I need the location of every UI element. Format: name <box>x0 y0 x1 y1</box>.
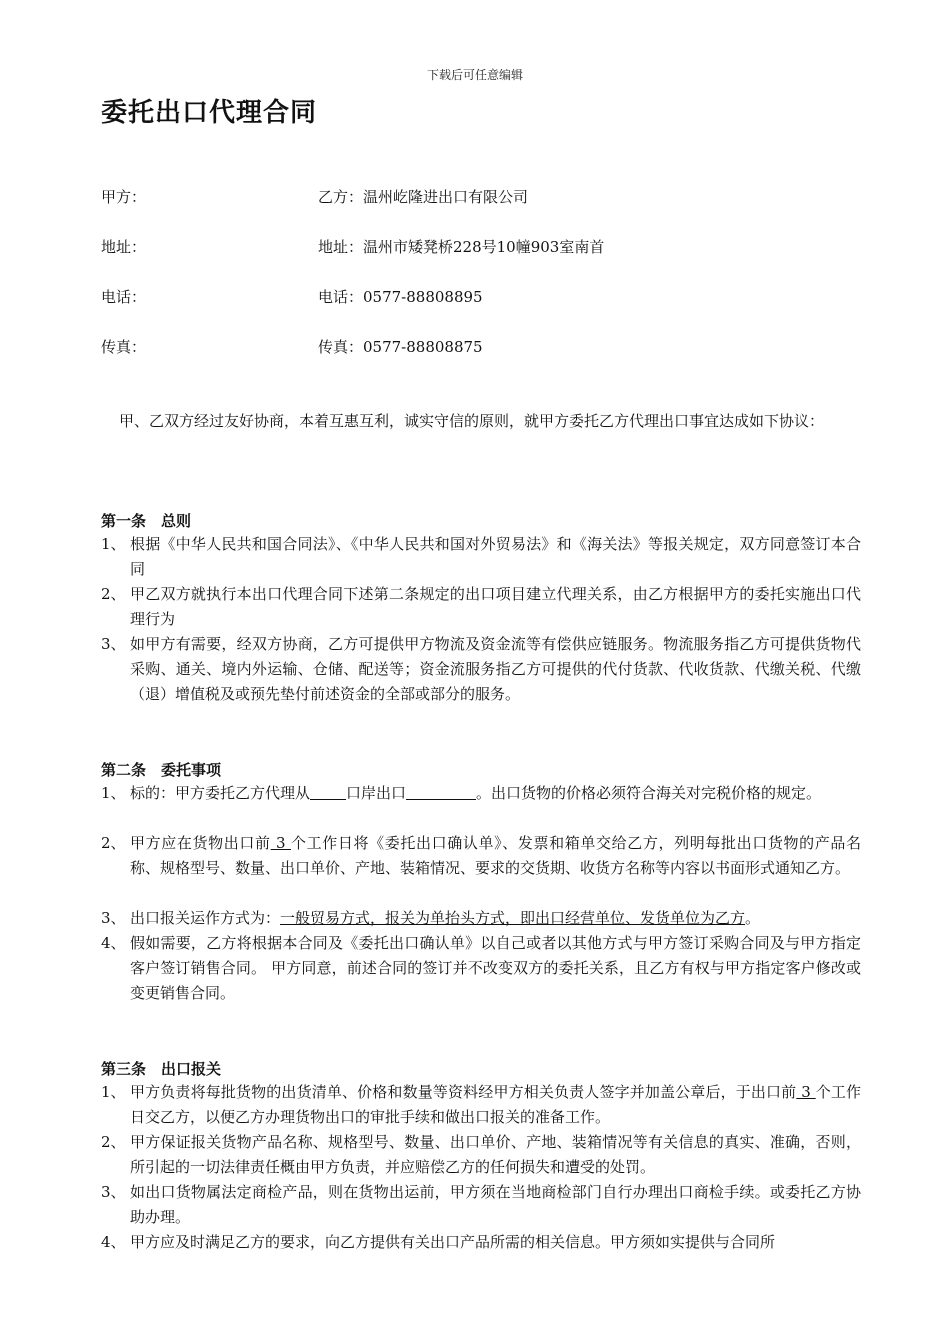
clause-text <box>130 1080 861 1130</box>
clause-number: 4、 <box>101 934 126 952</box>
section-3-clause-4 <box>101 1230 861 1255</box>
working-days-value: 3 <box>270 834 291 852</box>
clause-number: 1、 <box>101 784 126 802</box>
clause-number: 2、 <box>101 834 126 852</box>
clause-number: 4、 <box>101 1233 126 1251</box>
clause-text-part: 出口报关运作方式为： <box>130 909 281 927</box>
section-2-clause-3 <box>101 906 861 931</box>
section-3-title: 第三条 出口报关 <box>101 1060 222 1078</box>
clause-text-part: 甲方应在货物出口前 <box>130 834 271 852</box>
clause-text-part: 标的：甲方委托乙方代理从 <box>130 784 311 802</box>
party-a-phone: 电话： <box>101 288 147 306</box>
clause-text-part: 口岸出口 <box>346 784 407 802</box>
clause-number: 3、 <box>101 635 126 653</box>
party-b-fax: 传真：0577-88808875 <box>318 338 483 356</box>
section-3-clause-1 <box>101 1080 861 1130</box>
working-days-value: 3 <box>796 1083 816 1101</box>
clause-text <box>130 831 861 881</box>
party-a-address: 地址： <box>101 238 147 256</box>
clause-text: 甲方保证报关货物产品名称、规格型号、数量、出口单价、产地、装箱情况等有关信息的真实、准确，否则，所引起的一切法律责任概由甲方负责，并应赔偿乙方的任何损失和遭受的处罚。 <box>130 1133 861 1176</box>
section-2-title: 第二条 委托事项 <box>101 761 222 779</box>
intro-text: 甲、乙双方经过友好协商，本着互惠互利，诚实守信的原则，就甲方委托乙方代理出口事宜达成如下协议： <box>119 412 825 430</box>
party-b-name: 乙方：温州屹隆进出口有限公司 <box>318 188 529 206</box>
clause-text-part: 个工作日交乙方，以便乙方办理货物出口的审批手续和做出口报关的准备工作。 <box>130 1083 861 1126</box>
clause-number: 2、 <box>101 585 126 603</box>
clause-text: 假如需要，乙方将根据本合同及《委托出口确认单》以自己或者以其他方式与甲方签订采购合同及与甲方指定客户签订销售合同。 甲方同意，前述合同的签订并不改变双方的委托关系，且乙方有权与甲方指定客户修改或变更销售合同。 <box>130 934 861 1002</box>
clause-text <box>130 906 861 931</box>
declaration-method-value: 一般贸易方式，报关为单抬头方式，即出口经营单位、发货单位为乙方 <box>280 909 746 927</box>
clause-text: 如出口货物属法定商检产品，则在货物出运前，甲方须在当地商检部门自行办理出口商检手续。或委托乙方协助办理。 <box>130 1183 861 1226</box>
section-1-clause-3 <box>101 632 861 707</box>
section-1-clause-2 <box>101 582 861 632</box>
section-2-clause-1 <box>101 781 861 806</box>
clause-text-part: 个工作日将《委托出口确认单》、发票和箱单交给乙方，列明每批出口货物的产品名称、规格型号、数量、出口单价、产地、装箱情况、要求的交货期、收货方名称等内容以书面形式通知乙方。 <box>130 834 861 877</box>
party-b-phone: 电话：0577-88808895 <box>318 288 483 306</box>
clause-number: 1、 <box>101 1083 126 1101</box>
clause-text: 甲方应及时满足乙方的要求，向乙方提供有关出口产品所需的相关信息。甲方须如实提供与合同所 <box>130 1233 776 1251</box>
party-a-name: 甲方： <box>101 188 147 206</box>
clause-number: 3、 <box>101 1183 126 1201</box>
intro-paragraph <box>101 408 861 434</box>
clause-number: 3、 <box>101 909 126 927</box>
header-note: 下载后可任意编辑 <box>426 68 523 82</box>
clause-text: 甲乙双方就执行本出口代理合同下述第二条规定的出口项目建立代理关系，由乙方根据甲方的委托实施出口代理行为 <box>130 585 861 628</box>
clause-text <box>130 781 861 806</box>
section-2-clause-2 <box>101 831 861 881</box>
section-1-title: 第一条 总则 <box>101 512 192 530</box>
section-3-clause-3 <box>101 1180 861 1230</box>
clause-number: 1、 <box>101 535 126 553</box>
clause-text-part: 。 <box>745 909 761 927</box>
clause-text: 如甲方有需要，经双方协商，乙方可提供甲方物流及资金流等有偿供应链服务。物流服务指乙方可提供货物代采购、通关、境内外运输、仓储、配送等；资金流服务指乙方可提供的代付货款、代收货款、代缴关税、代缴（退）增值税及或预先垫付前述资金的全部或部分的服务。 <box>130 635 861 703</box>
port-blank <box>310 783 346 800</box>
clause-text-part: 。出口货物的价格必须符合海关对完税价格的规定。 <box>476 784 822 802</box>
section-1-clause-1 <box>101 532 861 582</box>
section-3-clause-2 <box>101 1130 861 1180</box>
party-b-address: 地址：温州市矮凳桥228号10幢903室南首 <box>318 238 605 256</box>
clause-text: 根据《中华人民共和国合同法》、《中华人民共和国对外贸易法》和《海关法》等报关规定，双方同意签订本合同 <box>130 535 861 578</box>
goods-blank <box>406 783 476 800</box>
clause-text-part: 甲方负责将每批货物的出货清单、价格和数量等资料经甲方相关负责人签字并加盖公章后，于出口前 <box>130 1083 797 1101</box>
party-a-fax: 传真： <box>101 338 147 356</box>
section-2-clause-4 <box>101 931 861 1006</box>
contract-title: 委托出口代理合同 <box>101 98 318 128</box>
clause-number: 2、 <box>101 1133 126 1151</box>
